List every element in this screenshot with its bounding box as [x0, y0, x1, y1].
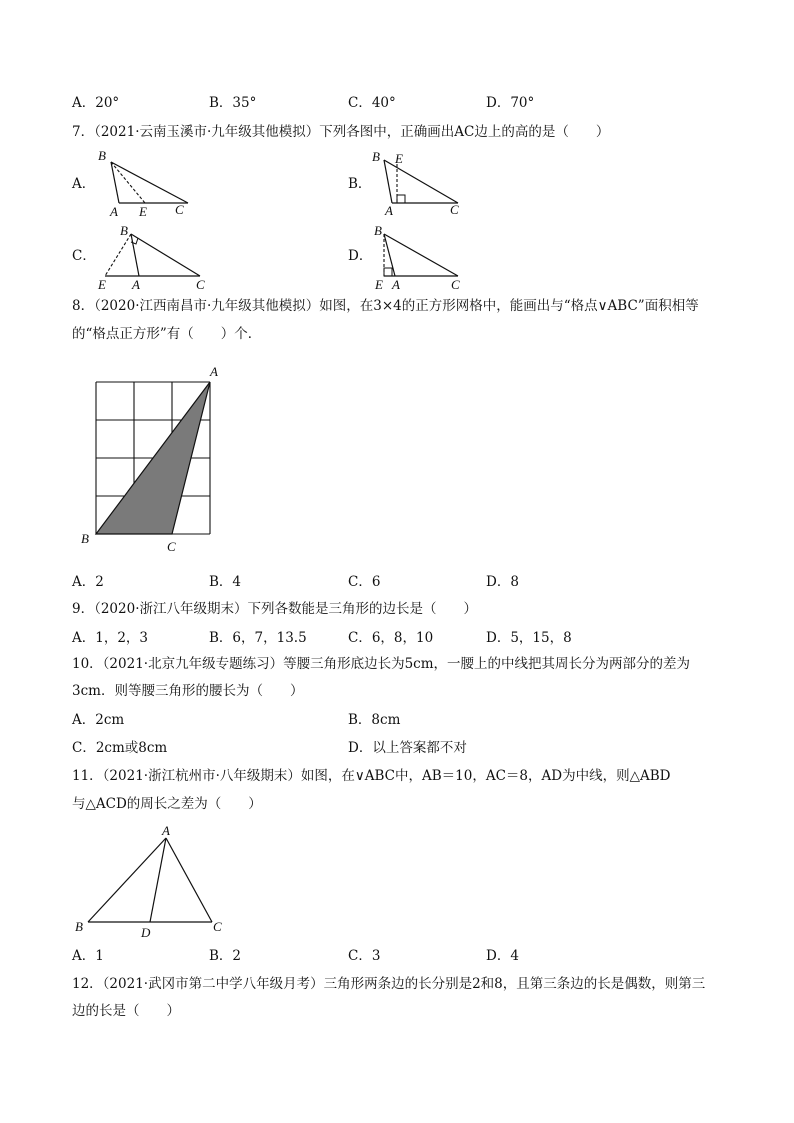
q11-stem-line1: 11．（2021·浙江杭州市·八年级期末）如图，在∨ABC中，AB＝10，AC＝8，AD为中线，则△ABD [72, 768, 671, 784]
q9-option-c: C．6，8，10 [348, 630, 434, 646]
q6-option-a: A．20° [72, 95, 120, 111]
q7c-label-e: E [98, 277, 106, 292]
q7b-label-a: A [385, 203, 393, 218]
q7-figure-c [95, 222, 215, 292]
q7d-label-a: A [392, 277, 400, 292]
q8-option-c: C．6 [348, 574, 381, 590]
q7-figure-d [370, 222, 470, 292]
q7d-label-c: C [451, 277, 460, 292]
q10-option-a: A．2cm [72, 712, 125, 728]
q7b-label-b: B [372, 149, 380, 164]
q12-stem-line1: 12．（2021·武冈市第二中学八年级月考）三角形两条边的长分别是2和8，且第三条边的长是偶数，则第三 [72, 976, 706, 992]
q7-choice-b: B． [348, 176, 372, 192]
q6-option-d: D．70° [486, 95, 535, 111]
q7a-label-e: E [139, 204, 147, 219]
q7a-label-b: B [98, 148, 106, 163]
q8-stem-line2: 的“格点正方形”有（ ）个． [72, 326, 262, 342]
q11-triangle-figure [74, 822, 234, 942]
q11-stem-line2: 与△ACD的周长之差为（ ） [72, 796, 262, 812]
q11-label-c: C [213, 919, 222, 934]
q7-figure-b [370, 148, 470, 220]
q8-label-b: B [81, 531, 89, 546]
q9-option-d: D．5，15，8 [486, 630, 572, 646]
q10-stem-line2: 3cm．则等腰三角形的腰长为（ ） [72, 683, 304, 699]
q10-stem-line1: 10．（2021·北京九年级专题练习）等腰三角形底边长为5cm，一腰上的中线把其周长分为两部分的差为 [72, 656, 691, 672]
q7c-label-b: B [120, 223, 128, 238]
q9-option-b: B．6，7，13.5 [209, 630, 307, 646]
q8-stem-line1: 8．（2020·江西南昌市·九年级其他模拟）如图，在3×4的正方形网格中，能画出与“格点∨ABC”面积相等 [72, 298, 699, 314]
q10-option-b: B．8cm [348, 712, 401, 728]
q11-option-d: D．4 [486, 948, 519, 964]
q11-label-b: B [75, 919, 83, 934]
q7b-label-c: C [450, 202, 459, 217]
q7d-label-e: E [375, 277, 383, 292]
q6-option-b: B．35° [209, 95, 257, 111]
q7c-label-c: C [196, 277, 205, 292]
q8-option-d: D．8 [486, 574, 519, 590]
q10-option-d: D．以上答案都不对 [348, 740, 467, 756]
q7a-label-a: A [110, 204, 118, 219]
q11-option-a: A．1 [72, 948, 104, 964]
q7c-label-a: A [132, 277, 140, 292]
q7-stem: 7．（2021·云南玉溪市·九年级其他模拟）下列各图中，正确画出AC边上的高的是（ ） [72, 124, 610, 140]
q7d-label-b: B [374, 223, 382, 238]
q7b-label-e: E [395, 151, 403, 166]
q7-choice-d: D． [348, 248, 373, 264]
q12-stem-line2: 边的长是（ ） [72, 1003, 180, 1019]
q7-choice-c: C． [72, 248, 96, 264]
q9-stem: 9．（2020·浙江八年级期末）下列各数能是三角形的边长是（ ） [72, 601, 477, 617]
q10-option-c: C．2cm或8cm [72, 740, 168, 756]
q11-option-b: B．2 [209, 948, 242, 964]
q8-grid-figure [78, 362, 238, 562]
q11-label-a: A [162, 823, 170, 838]
q8-label-c: C [167, 539, 176, 554]
q7-figure-a [95, 148, 205, 220]
q8-option-b: B．4 [209, 574, 242, 590]
q8-label-a: A [210, 364, 218, 379]
q7-choice-a: A． [72, 176, 96, 192]
q9-option-a: A．1，2，3 [72, 630, 149, 646]
q6-option-c: C．40° [348, 95, 396, 111]
q11-label-d: D [141, 925, 151, 940]
q7a-label-c: C [175, 202, 184, 217]
q11-option-c: C．3 [348, 948, 381, 964]
q8-option-a: A．2 [72, 574, 104, 590]
